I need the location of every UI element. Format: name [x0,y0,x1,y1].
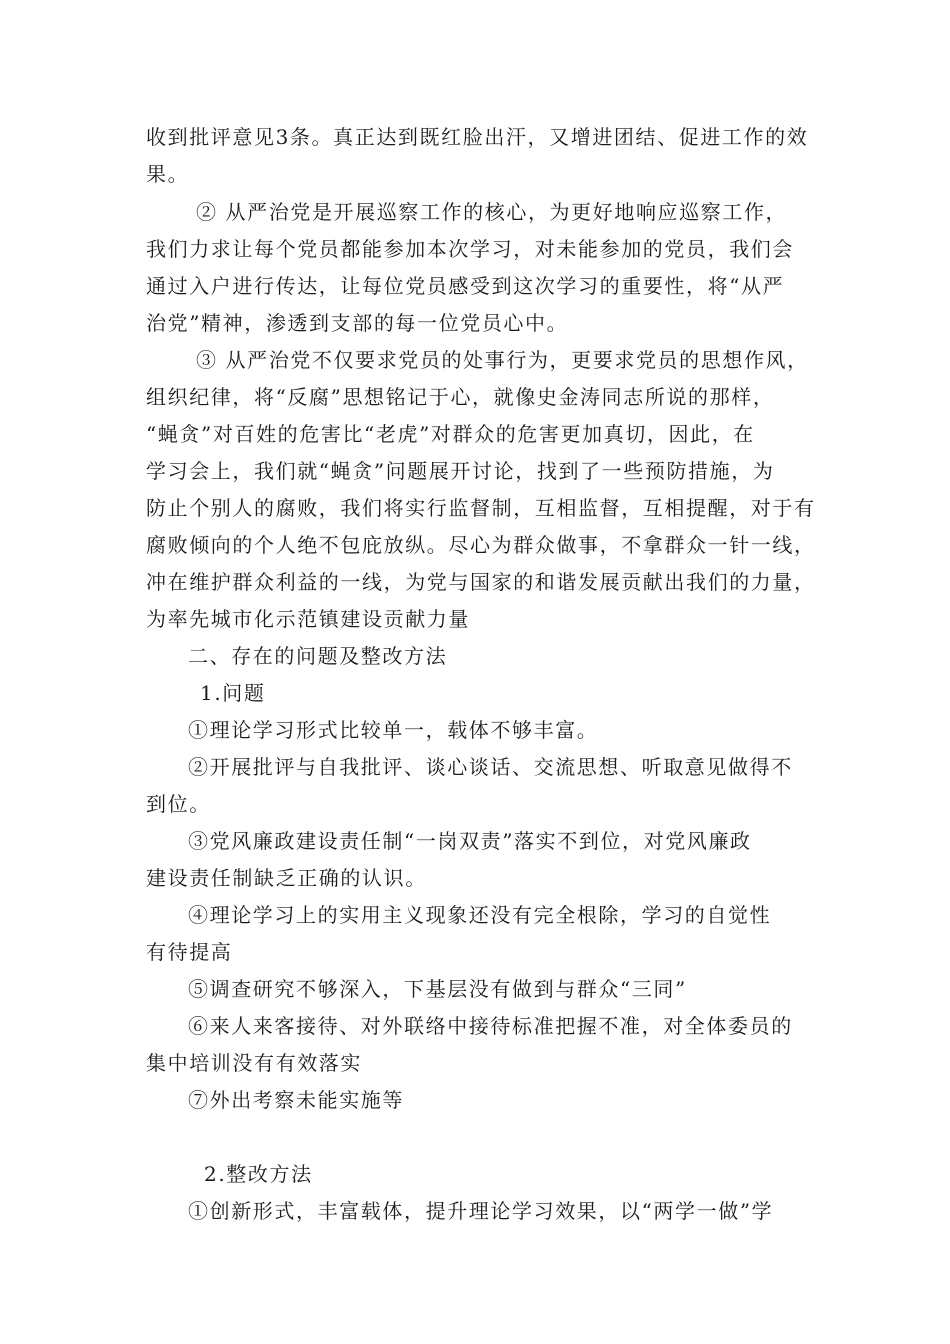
paragraph-line: ③ 从严治党不仅要求党员的处事行为，更要求党员的思想作风， [196,348,809,372]
paragraph-line: 为率先城市化示范镇建设贡献力量 [146,607,470,631]
list-item: ⑤调查研究不够深入，下基层没有做到与群众“三同” [188,977,687,1001]
list-item-continuation: 建设责任制缺乏正确的认识。 [146,866,427,890]
list-item: ④理论学习上的实用主义现象还没有完全根除，学习的自觉性 [188,903,772,927]
list-item-continuation: 有待提高 [146,940,233,964]
subsection-heading: 1.问题 [200,681,266,705]
paragraph-line: 果。 [146,162,190,186]
list-item-continuation: 到位。 [146,792,211,816]
paragraph-line: 防止个别人的腐败，我们将实行监督制，互相监督，互相提醒，对于有 [146,496,816,520]
paragraph-line: 学习会上，我们就“蝇贪”问题展开讨论，找到了一些预防措施，为 [146,459,775,483]
list-item: ①创新形式，丰富载体，提升理论学习效果，以“两学一做”学 [188,1199,774,1223]
list-item: ⑦外出考察未能实施等 [188,1088,404,1112]
paragraph-line: “蝇贪”对百姓的危害比“老虎”对群众的危害更加真切，因此，在 [146,422,755,446]
paragraph-line: 收到批评意见3条。真正达到既红脸出汗，又增进团结、促进工作的效 [146,125,809,149]
paragraph-line: 腐败倾向的个人绝不包庇放纵。尽心为群众做事，不拿群众一针一线， [146,533,816,557]
paragraph-line: 组织纪律，将“反腐”思想铭记于心，就像史金涛同志所说的那样， [146,385,775,409]
paragraph-line: 我们力求让每个党员都能参加本次学习，对未能参加的党员，我们会 [146,237,794,261]
list-item: ③党风廉政建设责任制“一岗双责”落实不到位，对党风廉政 [188,829,752,853]
paragraph-line: 治党”精神，渗透到支部的每一位党员心中。 [146,311,569,335]
list-item: ②开展批评与自我批评、谈心谈话、交流思想、听取意见做得不 [188,755,793,779]
list-item-continuation: 集中培训没有有效落实 [146,1051,362,1075]
paragraph-line: ② 从严治党是开展巡察工作的核心，为更好地响应巡察工作， [196,200,788,224]
section-heading: 二、存在的问题及整改方法 [188,644,448,668]
list-item: ⑥来人来客接待、对外联络中接待标准把握不准，对全体委员的 [188,1014,793,1038]
list-item: ①理论学习形式比较单一，载体不够丰富。 [188,718,599,742]
paragraph-line: 冲在维护群众利益的一线，为党与国家的和谐发展贡献出我们的力量， [146,570,816,594]
paragraph-line: 通过入户进行传达，让每位党员感受到这次学习的重要性，将“从严 [146,274,785,298]
subsection-heading: 2.整改方法 [204,1162,313,1186]
